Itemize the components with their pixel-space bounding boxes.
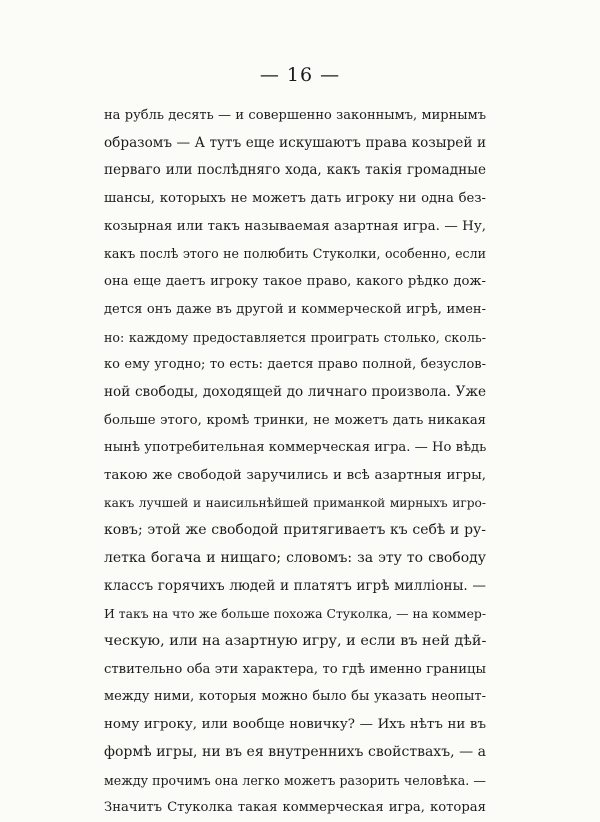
page-number: — 16 —	[259, 64, 341, 86]
text-line: Значитъ Стуколка такая коммерческая игра, которая	[104, 800, 486, 816]
text-line: на рубль десять — и совершенно законнымъ, мирнымъ	[104, 108, 486, 123]
text-line: ному игроку, или вообще новичку? — Ихъ нѣтъ ни въ	[104, 717, 486, 733]
text-line: ной свободы, доходящей до личнаго произвола. Уже	[104, 383, 486, 400]
text-line: ковъ; этой же свободой притягиваетъ къ себѣ и ру-	[104, 522, 486, 539]
text-line: больше этого, кромѣ тринки, не можетъ дать никакая	[104, 412, 486, 428]
text-line: какъ лучшей и наисильнѣйшей приманкой мирныхъ игро-	[104, 495, 486, 510]
text-line: ко ему угодно; то есть: дается право полной, безуслов-	[104, 357, 486, 373]
text-line: классъ горячихъ людей и платятъ игрѣ милліоны. —	[104, 577, 486, 594]
text-line: но: каждому предоставляется проиграть столько, сколь-	[104, 329, 486, 345]
text-line: дется онъ даже въ другой и коммерческой игрѣ, имен-	[104, 301, 486, 317]
text-line: такою же свободой заручились и всѣ азартныя игры,	[104, 467, 486, 483]
text-line: между прочимъ она легко можетъ разорить человѣка. —	[104, 772, 486, 788]
text-line: какъ послѣ этого не полюбить Стуколки, особенно, если	[104, 246, 486, 262]
text-line: ческую, или на азартную игру, и если въ ней дѣй-	[104, 633, 487, 650]
text-line: формѣ игры, ни въ ея внутреннихъ свойствахъ, — а	[104, 743, 486, 760]
text-line: между ними, которыя можно было бы указать неопыт-	[104, 689, 486, 705]
text-line: ствительно оба эти характера, то гдѣ именно границы	[104, 661, 486, 677]
text-line: летка богача и нищаго; словомъ: за эту то свободу	[104, 550, 486, 566]
text-line: шансы, которыхъ не можетъ дать игроку ни одна без-	[104, 191, 486, 207]
text-line: И такъ на что же больше похожа Стуколка, — на коммер-	[104, 606, 487, 622]
text-line: образомъ — А тутъ еще искушаютъ права козырей и	[104, 134, 486, 151]
text-line: нынѣ употребительная коммерческая игра. — Но вѣдь	[104, 440, 487, 456]
text-line: козырная или такъ называемая азартная игра. — Ну,	[104, 218, 486, 234]
text-line: перваго или послѣдняго хода, какъ такія громадные	[104, 162, 486, 179]
body-text	[104, 102, 486, 822]
text-line: она еще даетъ игроку такое право, какого рѣдко дож-	[104, 274, 486, 290]
